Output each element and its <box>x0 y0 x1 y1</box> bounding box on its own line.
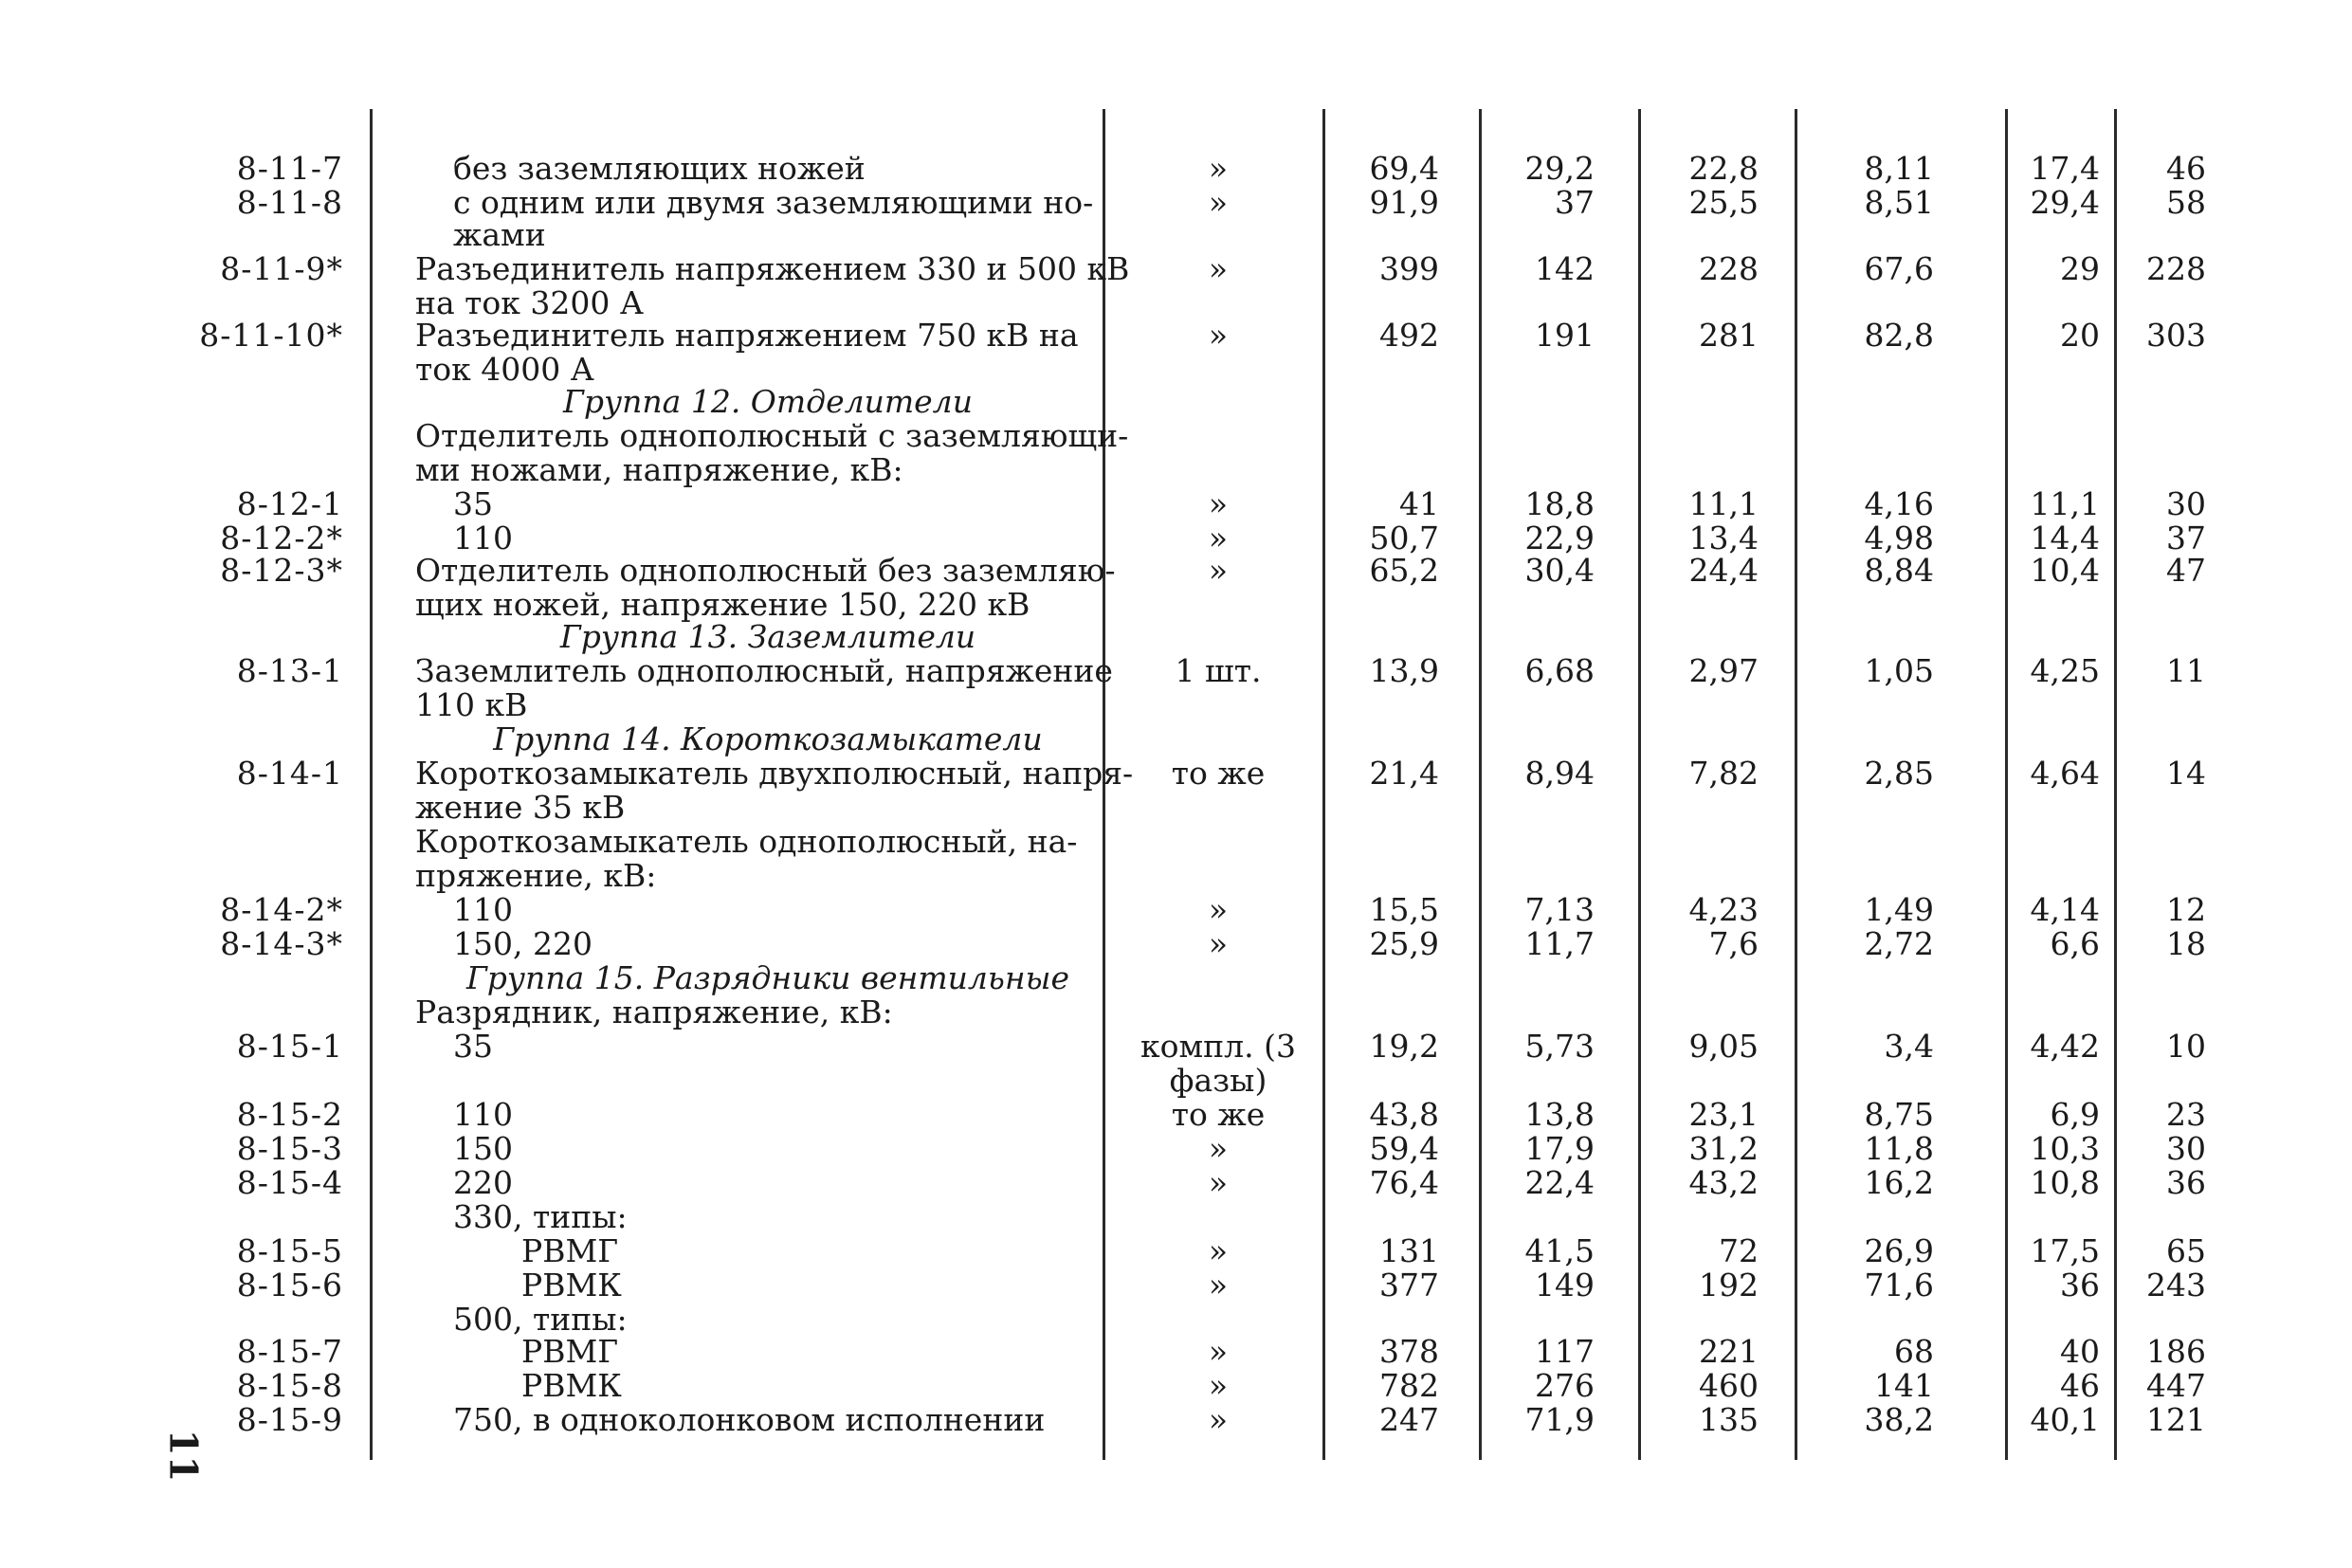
value-cell: 24,4 <box>1688 552 1759 589</box>
item-code: 8-15-1 <box>236 1028 343 1065</box>
value-cell: 29 <box>2060 250 2100 287</box>
value-cell: 17,9 <box>1524 1130 1595 1167</box>
item-description: Короткозамыкатель двухполюсный, напря- <box>415 755 1134 792</box>
value-cell: 142 <box>1535 250 1595 287</box>
value-cell: 67,6 <box>1864 250 1934 287</box>
value-cell: 10 <box>2166 1028 2206 1065</box>
item-code: 8-14-1 <box>236 755 343 792</box>
value-cell: 91,9 <box>1369 184 1439 221</box>
item-description: ток 4000 А <box>415 351 594 388</box>
value-cell: 378 <box>1379 1333 1439 1370</box>
item-description: жами <box>453 216 546 253</box>
unit-of-measure: 1 шт. <box>1175 652 1262 689</box>
value-cell: 20 <box>2060 317 2100 354</box>
value-cell: 192 <box>1699 1267 1759 1304</box>
item-description: РВМГ <box>521 1333 619 1370</box>
value-cell: 4,25 <box>2030 652 2100 689</box>
value-cell: 46 <box>2166 150 2206 187</box>
column-rule <box>1322 109 1325 1460</box>
value-cell: 228 <box>2146 250 2206 287</box>
value-cell: 71,9 <box>1524 1401 1595 1438</box>
column-rule <box>1638 109 1641 1460</box>
item-code: 8-15-2 <box>236 1096 343 1133</box>
value-cell: 10,8 <box>2030 1164 2100 1201</box>
page-number: 11 <box>160 1429 206 1483</box>
item-description: Отделитель однополюсный с заземляющи- <box>415 417 1129 454</box>
unit-of-measure: » <box>1208 150 1229 187</box>
value-cell: 13,4 <box>1688 520 1759 556</box>
item-code: 8-11-10* <box>199 317 343 354</box>
value-cell: 191 <box>1535 317 1595 354</box>
value-cell: 41,5 <box>1524 1232 1595 1269</box>
item-code: 8-15-9 <box>236 1401 343 1438</box>
column-rule <box>1795 109 1797 1460</box>
value-cell: 2,97 <box>1688 652 1759 689</box>
unit-of-measure: » <box>1208 250 1229 287</box>
value-cell: 460 <box>1699 1367 1759 1404</box>
value-cell: 69,4 <box>1369 150 1439 187</box>
value-cell: 30 <box>2166 485 2206 522</box>
unit-of-measure: » <box>1208 317 1229 354</box>
group-heading: Группа 14. Короткозамыкатели <box>493 720 1043 757</box>
value-cell: 15,5 <box>1369 891 1439 928</box>
unit-of-measure: » <box>1208 1333 1229 1370</box>
value-cell: 12 <box>2166 891 2206 928</box>
value-cell: 1,49 <box>1864 891 1934 928</box>
unit-of-measure: » <box>1208 552 1229 589</box>
value-cell: 228 <box>1699 250 1759 287</box>
item-description: Отделитель однополюсный без заземляю- <box>415 552 1116 589</box>
value-cell: 17,4 <box>2030 150 2100 187</box>
value-cell: 303 <box>2146 317 2206 354</box>
unit-of-measure: » <box>1208 1130 1229 1167</box>
item-description: без заземляющих ножей <box>453 150 866 187</box>
value-cell: 135 <box>1699 1401 1759 1438</box>
item-description: 35 <box>453 1028 493 1065</box>
value-cell: 82,8 <box>1864 317 1934 354</box>
value-cell: 377 <box>1379 1267 1439 1304</box>
unit-of-measure: » <box>1208 1232 1229 1269</box>
item-code: 8-12-2* <box>220 520 343 556</box>
unit-of-measure: » <box>1208 891 1229 928</box>
item-description: жение 35 кВ <box>415 789 626 826</box>
item-description: 35 <box>453 485 493 522</box>
unit-of-measure: то же <box>1171 1096 1266 1133</box>
value-cell: 4,42 <box>2030 1028 2100 1065</box>
value-cell: 6,9 <box>2050 1096 2100 1133</box>
value-cell: 31,2 <box>1688 1130 1759 1167</box>
unit-of-measure: » <box>1208 1401 1229 1438</box>
item-description: Разрядник, напряжение, кВ: <box>415 994 893 1030</box>
value-cell: 492 <box>1379 317 1439 354</box>
item-code: 8-11-7 <box>236 150 343 187</box>
value-cell: 10,3 <box>2030 1130 2100 1167</box>
item-code: 8-12-1 <box>236 485 343 522</box>
item-description: РВМГ <box>521 1232 619 1269</box>
item-description: 150 <box>453 1130 513 1167</box>
value-cell: 22,4 <box>1524 1164 1595 1201</box>
item-code: 8-15-6 <box>236 1267 343 1304</box>
value-cell: 26,9 <box>1864 1232 1934 1269</box>
value-cell: 141 <box>1874 1367 1934 1404</box>
value-cell: 18 <box>2166 925 2206 962</box>
value-cell: 41 <box>1399 485 1439 522</box>
value-cell: 186 <box>2146 1333 2206 1370</box>
unit-of-measure: компл. (3 фазы) <box>1140 1028 1296 1099</box>
item-code: 8-15-5 <box>236 1232 343 1269</box>
item-description: 330, типы: <box>453 1198 628 1235</box>
item-code: 8-15-3 <box>236 1130 343 1167</box>
value-cell: 71,6 <box>1864 1267 1934 1304</box>
value-cell: 11 <box>2166 652 2206 689</box>
value-cell: 37 <box>2166 520 2206 556</box>
value-cell: 247 <box>1379 1401 1439 1438</box>
value-cell: 7,13 <box>1524 891 1595 928</box>
column-rule <box>370 109 373 1460</box>
value-cell: 782 <box>1379 1367 1439 1404</box>
value-cell: 11,1 <box>2030 485 2100 522</box>
value-cell: 29,4 <box>2030 184 2100 221</box>
value-cell: 29,2 <box>1524 150 1595 187</box>
value-cell: 37 <box>1555 184 1595 221</box>
item-description: 110 <box>453 1096 513 1133</box>
value-cell: 4,23 <box>1688 891 1759 928</box>
value-cell: 25,9 <box>1369 925 1439 962</box>
item-code: 8-11-9* <box>220 250 343 287</box>
item-description: 110 <box>453 891 513 928</box>
item-description: РВМК <box>521 1267 622 1304</box>
value-cell: 65 <box>2166 1232 2206 1269</box>
value-cell: 221 <box>1699 1333 1759 1370</box>
value-cell: 2,85 <box>1864 755 1934 792</box>
unit-of-measure: » <box>1208 520 1229 556</box>
item-description: ми ножами, напряжение, кВ: <box>415 451 903 488</box>
value-cell: 46 <box>2060 1367 2100 1404</box>
value-cell: 10,4 <box>2030 552 2100 589</box>
item-description: 220 <box>453 1164 513 1201</box>
item-code: 8-15-8 <box>236 1367 343 1404</box>
value-cell: 9,05 <box>1688 1028 1759 1065</box>
value-cell: 30 <box>2166 1130 2206 1167</box>
value-cell: 11,1 <box>1688 485 1759 522</box>
value-cell: 4,98 <box>1864 520 1934 556</box>
item-description: 110 кВ <box>415 686 528 723</box>
item-description: 500, типы: <box>453 1301 628 1338</box>
value-cell: 58 <box>2166 184 2206 221</box>
value-cell: 1,05 <box>1864 652 1934 689</box>
value-cell: 25,5 <box>1688 184 1759 221</box>
value-cell: 8,75 <box>1864 1096 1934 1133</box>
value-cell: 121 <box>2146 1401 2206 1438</box>
value-cell: 21,4 <box>1369 755 1439 792</box>
value-cell: 13,9 <box>1369 652 1439 689</box>
item-description: РВМК <box>521 1367 622 1404</box>
value-cell: 243 <box>2146 1267 2206 1304</box>
item-description: пряжение, кВ: <box>415 857 657 894</box>
value-cell: 76,4 <box>1369 1164 1439 1201</box>
group-heading: Группа 12. Отделители <box>563 383 973 420</box>
item-description: с одним или двумя заземляющими но- <box>453 184 1094 221</box>
item-description: Короткозамыкатель однополюсный, на- <box>415 823 1078 860</box>
value-cell: 281 <box>1699 317 1759 354</box>
value-cell: 65,2 <box>1369 552 1439 589</box>
item-code: 8-11-8 <box>236 184 343 221</box>
unit-of-measure: то же <box>1171 755 1266 792</box>
value-cell: 149 <box>1535 1267 1595 1304</box>
unit-of-measure: » <box>1208 184 1229 221</box>
item-description: Заземлитель однополюсный, напряжение <box>415 652 1113 689</box>
unit-of-measure: » <box>1208 1267 1229 1304</box>
value-cell: 3,4 <box>1884 1028 1934 1065</box>
item-description: на ток 3200 А <box>415 284 644 321</box>
value-cell: 11,8 <box>1864 1130 1934 1167</box>
value-cell: 8,51 <box>1864 184 1934 221</box>
column-rule <box>2114 109 2117 1460</box>
value-cell: 47 <box>2166 552 2206 589</box>
value-cell: 447 <box>2146 1367 2206 1404</box>
value-cell: 50,7 <box>1369 520 1439 556</box>
group-heading: Группа 13. Заземлители <box>559 618 976 655</box>
value-cell: 59,4 <box>1369 1130 1439 1167</box>
value-cell: 40,1 <box>2030 1401 2100 1438</box>
value-cell: 8,94 <box>1524 755 1595 792</box>
value-cell: 18,8 <box>1524 485 1595 522</box>
item-code: 8-12-3* <box>220 552 343 589</box>
column-rule <box>1479 109 1482 1460</box>
column-rule <box>2005 109 2008 1460</box>
value-cell: 72 <box>1719 1232 1759 1269</box>
item-description: Разъединитель напряжением 750 кВ на <box>415 317 1079 354</box>
group-heading: Группа 15. Разрядники вентильные <box>465 959 1070 996</box>
value-cell: 4,14 <box>2030 891 2100 928</box>
unit-of-measure: » <box>1208 1367 1229 1404</box>
unit-of-measure: » <box>1208 485 1229 522</box>
value-cell: 7,6 <box>1708 925 1759 962</box>
value-cell: 2,72 <box>1864 925 1934 962</box>
value-cell: 5,73 <box>1524 1028 1595 1065</box>
value-cell: 30,4 <box>1524 552 1595 589</box>
value-cell: 22,9 <box>1524 520 1595 556</box>
value-cell: 17,5 <box>2030 1232 2100 1269</box>
item-code: 8-14-3* <box>220 925 343 962</box>
item-description: Разъединитель напряжением 330 и 500 кВ <box>415 250 1130 287</box>
unit-of-measure: » <box>1208 1164 1229 1201</box>
value-cell: 117 <box>1535 1333 1595 1370</box>
value-cell: 68 <box>1894 1333 1934 1370</box>
value-cell: 23,1 <box>1688 1096 1759 1133</box>
value-cell: 43,8 <box>1369 1096 1439 1133</box>
value-cell: 14 <box>2166 755 2206 792</box>
item-code: 8-14-2* <box>220 891 343 928</box>
item-description: 150, 220 <box>453 925 593 962</box>
item-description: 110 <box>453 520 513 556</box>
item-description: 750, в одноколонковом исполнении <box>453 1401 1046 1438</box>
value-cell: 4,64 <box>2030 755 2100 792</box>
value-cell: 399 <box>1379 250 1439 287</box>
value-cell: 36 <box>2166 1164 2206 1201</box>
value-cell: 6,68 <box>1524 652 1595 689</box>
value-cell: 11,7 <box>1524 925 1595 962</box>
value-cell: 23 <box>2166 1096 2206 1133</box>
value-cell: 13,8 <box>1524 1096 1595 1133</box>
value-cell: 38,2 <box>1864 1401 1934 1438</box>
item-code: 8-15-7 <box>236 1333 343 1370</box>
unit-of-measure: » <box>1208 925 1229 962</box>
value-cell: 19,2 <box>1369 1028 1439 1065</box>
item-code: 8-15-4 <box>236 1164 343 1201</box>
value-cell: 7,82 <box>1688 755 1759 792</box>
value-cell: 22,8 <box>1688 150 1759 187</box>
item-description: щих ножей, напряжение 150, 220 кВ <box>415 586 1030 623</box>
item-code: 8-13-1 <box>236 652 343 689</box>
value-cell: 8,84 <box>1864 552 1934 589</box>
value-cell: 36 <box>2060 1267 2100 1304</box>
value-cell: 4,16 <box>1864 485 1934 522</box>
value-cell: 43,2 <box>1688 1164 1759 1201</box>
value-cell: 40 <box>2060 1333 2100 1370</box>
value-cell: 131 <box>1379 1232 1439 1269</box>
value-cell: 276 <box>1535 1367 1595 1404</box>
value-cell: 8,11 <box>1864 150 1934 187</box>
value-cell: 16,2 <box>1864 1164 1934 1201</box>
value-cell: 14,4 <box>2030 520 2100 556</box>
value-cell: 6,6 <box>2050 925 2100 962</box>
